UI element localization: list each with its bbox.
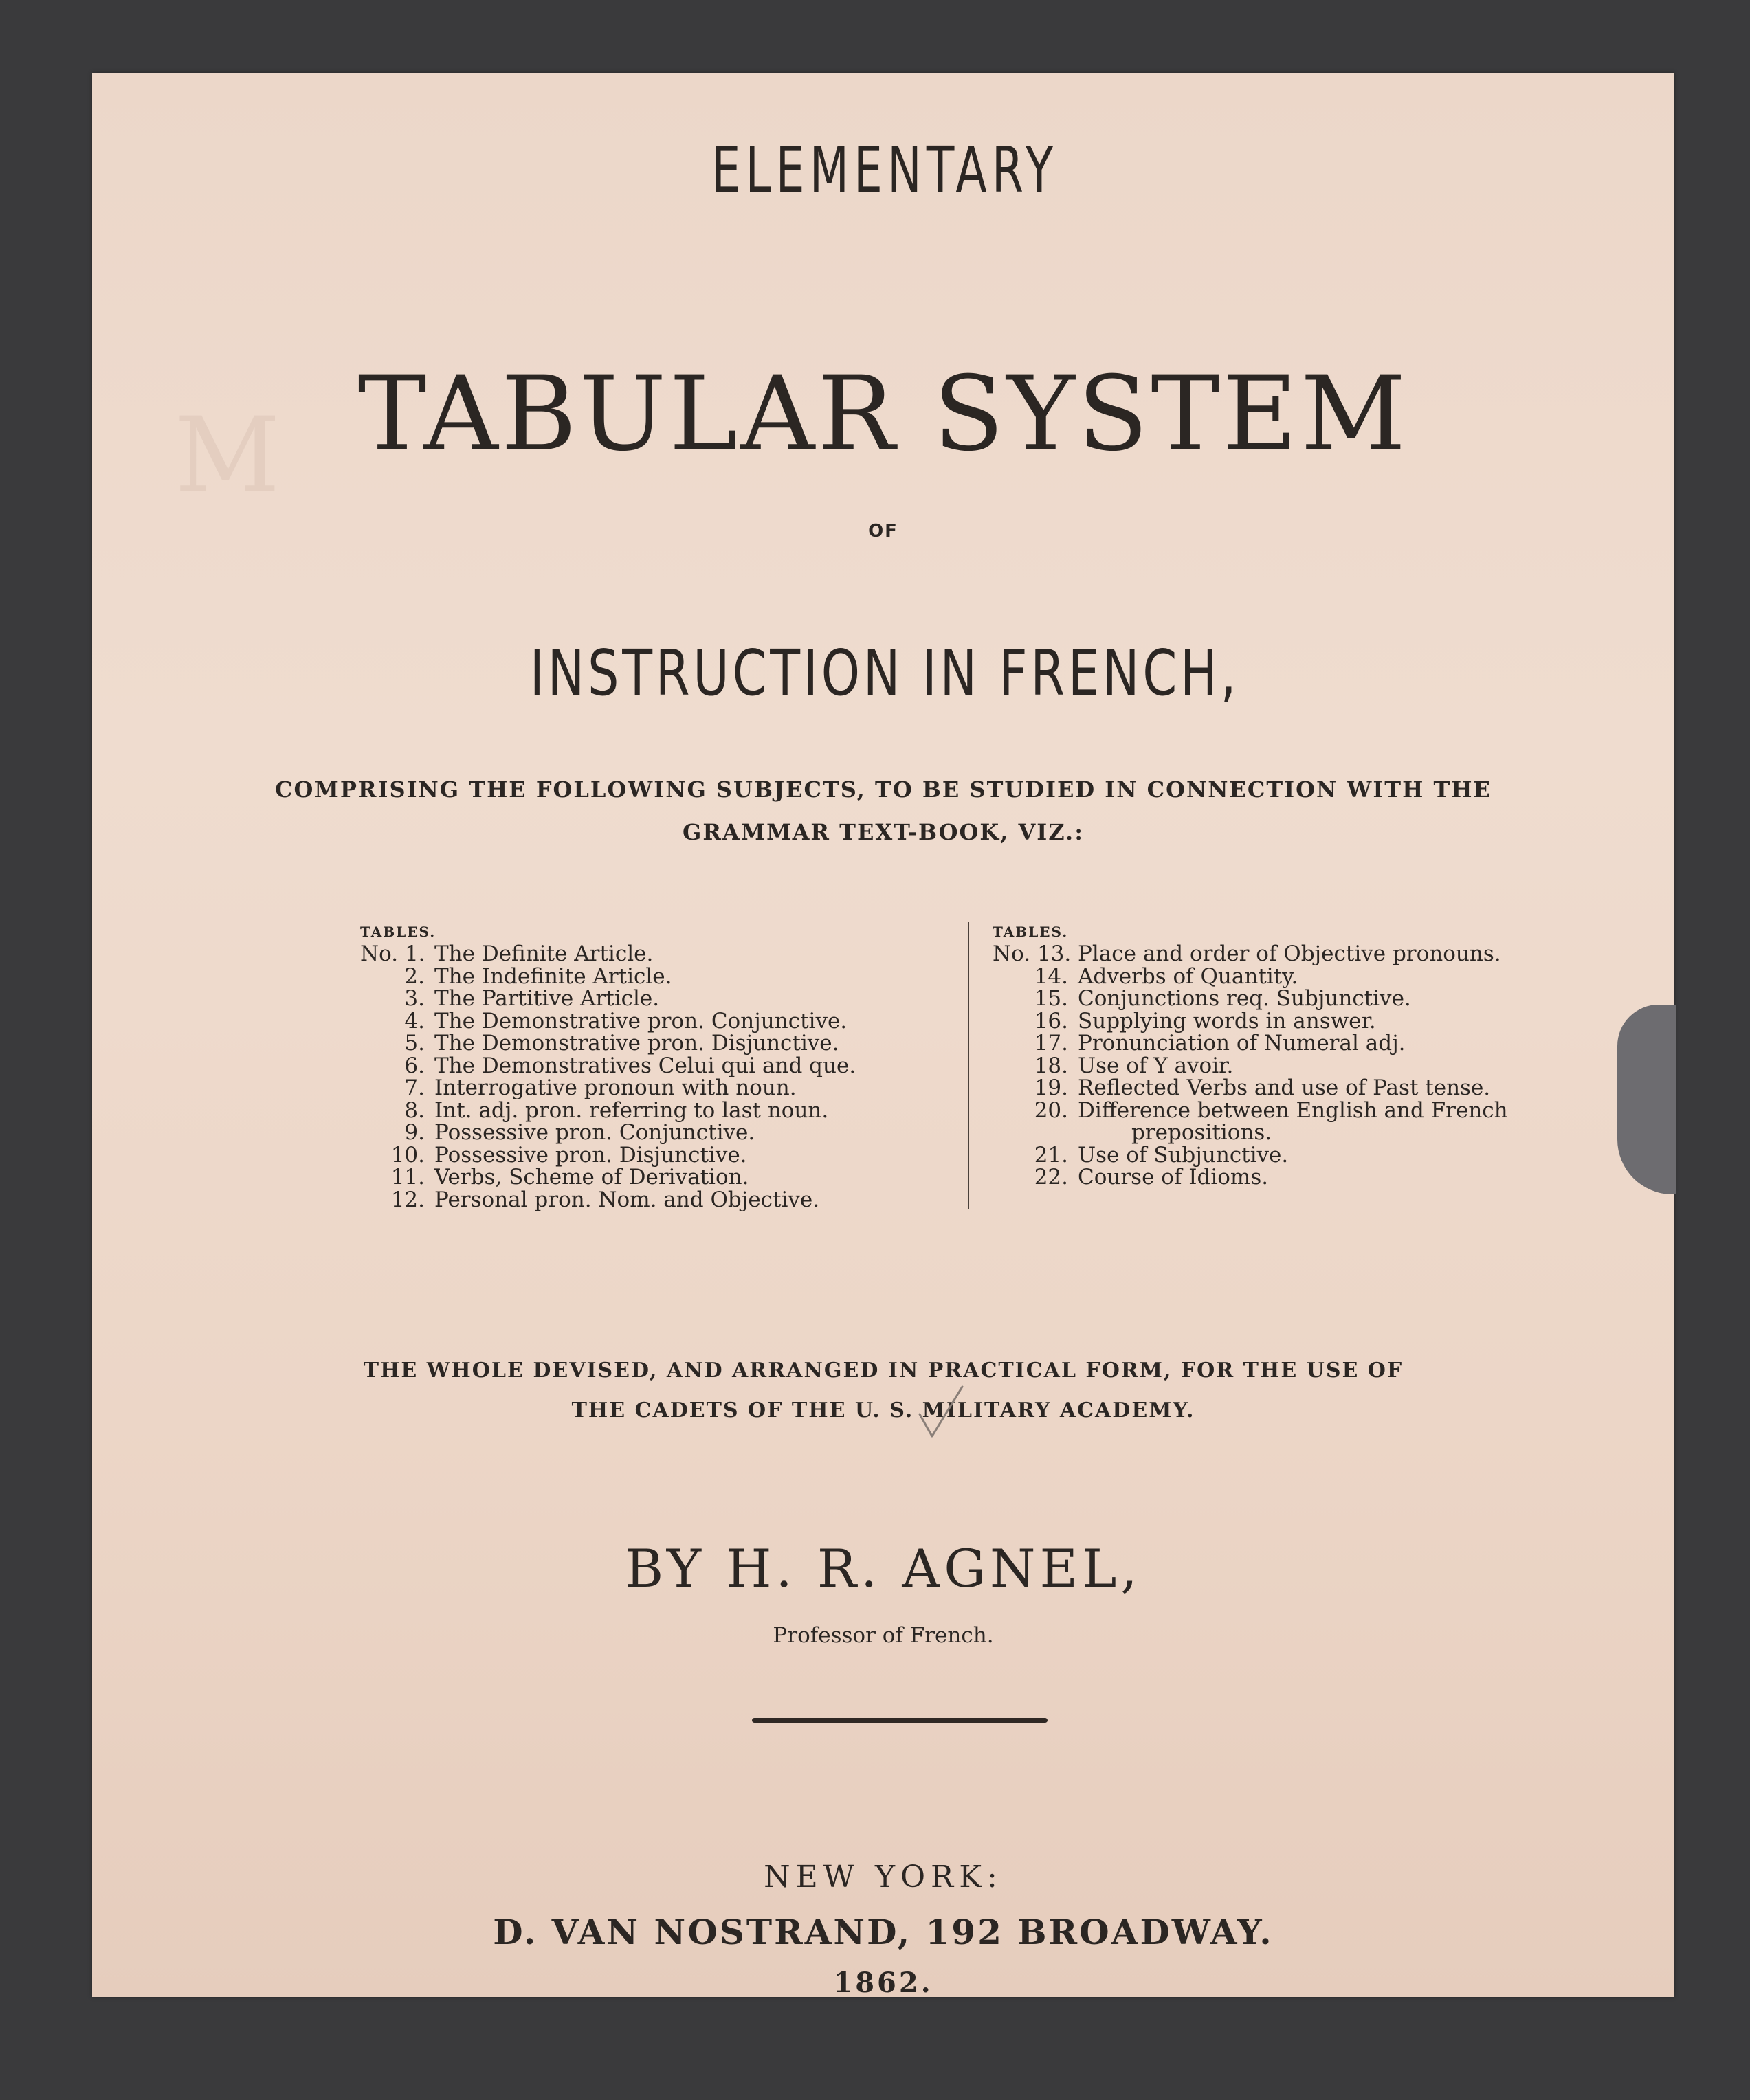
table-title: Interrogative pronoun with noun. (434, 1075, 797, 1100)
table-number: 6. (404, 1053, 425, 1078)
table-item (993, 943, 1529, 965)
table-item (360, 1189, 889, 1211)
table-title: Conjunctions req. Subjunctive. (1078, 986, 1411, 1011)
table-title: The Partitive Article. (434, 986, 660, 1011)
pencil-check-mark (917, 1384, 965, 1439)
title-instruction-in-french: INSTRUCTION IN FRENCH, (529, 636, 1240, 710)
table-item (360, 1010, 889, 1033)
table-item (360, 1055, 889, 1077)
title-of: OF (868, 521, 898, 541)
author-name: BY H. R. AGNEL, (625, 1538, 1142, 1599)
table-item (360, 943, 889, 965)
table-title: prepositions. (1131, 1120, 1272, 1145)
imprint-publisher: D. VAN NOSTRAND, 192 BROADWAY. (493, 1912, 1274, 1952)
table-item (360, 1077, 889, 1099)
table-title: Place and order of Objective pronouns. (1078, 941, 1501, 966)
tables-header-left: TABLES. (360, 924, 436, 940)
bleed-through-text: M (175, 396, 280, 515)
table-title: Adverbs of Quantity. (1078, 963, 1298, 989)
table-title: The Demonstrative pron. Disjunctive. (434, 1031, 839, 1055)
tables-header-right: TABLES. (993, 924, 1069, 940)
table-number: 19. (1034, 1075, 1068, 1100)
table-title: The Definite Article. (434, 941, 654, 966)
tables-list (360, 921, 1515, 1223)
column-divider (968, 922, 969, 1209)
table-item (993, 1166, 1529, 1189)
table-title: Int. adj. pron. referring to last noun. (434, 1097, 829, 1123)
table-title: Possessive pron. Conjunctive. (434, 1120, 755, 1145)
table-number: 10. (390, 1142, 425, 1168)
table-item (993, 987, 1529, 1010)
devised-line-2: THE CADETS OF THE U. S. MILITARY ACADEMY. (571, 1398, 1195, 1422)
devised-statement (92, 1351, 1674, 1431)
comprising-line-1: COMPRISING THE FOLLOWING SUBJECTS, TO BE STUDIED IN CONNECTION WITH THE (275, 777, 1492, 803)
author-role: Professor of French. (773, 1623, 994, 1648)
paper-tear (1617, 1005, 1676, 1194)
table-title: Pronunciation of Numeral adj. (1078, 1031, 1406, 1055)
table-item (360, 1121, 889, 1144)
table-number: 9. (404, 1120, 425, 1145)
table-title: Personal pron. Nom. and Objective. (434, 1187, 820, 1212)
table-number: 11. (390, 1165, 425, 1189)
table-number: 15. (1034, 986, 1068, 1011)
table-number: 22. (1034, 1165, 1068, 1189)
table-item (360, 1144, 889, 1167)
table-item (993, 1144, 1529, 1167)
table-item (360, 1166, 889, 1189)
table-number: 14. (1034, 963, 1068, 989)
title-page (92, 73, 1674, 1997)
tables-column-right (993, 921, 1529, 1189)
table-title: Course of Idioms. (1078, 1165, 1269, 1189)
imprint-year: 1862. (833, 1967, 933, 1999)
table-number: 21. (1034, 1142, 1068, 1168)
table-item (360, 987, 889, 1010)
table-number: 17. (1034, 1031, 1068, 1055)
table-item (993, 1099, 1529, 1122)
table-number: 4. (404, 1008, 425, 1034)
table-number: 18. (1034, 1053, 1068, 1078)
table-item (360, 965, 889, 988)
table-item (993, 1055, 1529, 1077)
tables-column-left (360, 921, 889, 1211)
table-title: The Demonstrative pron. Conjunctive. (434, 1008, 848, 1034)
table-title: Use of Subjunctive. (1078, 1142, 1289, 1168)
table-number: No. 13. (993, 941, 1072, 966)
title-tabular-system: TABULAR SYSTEM (357, 355, 1409, 474)
table-number: 8. (404, 1097, 425, 1123)
decorative-rule (752, 1718, 1048, 1723)
table-title: Use of Y avoir. (1078, 1053, 1234, 1078)
table-title: The Indefinite Article. (434, 963, 672, 989)
comprising-statement (92, 768, 1674, 853)
table-title: Difference between English and French (1078, 1097, 1508, 1123)
table-item (993, 1077, 1529, 1099)
table-item (360, 1099, 889, 1122)
table-number: 7. (404, 1075, 425, 1100)
comprising-line-2: GRAMMAR TEXT-BOOK, VIZ.: (682, 819, 1084, 845)
table-number: No. 1. (360, 941, 425, 966)
table-number: 5. (404, 1031, 425, 1055)
table-number: 16. (1034, 1008, 1068, 1034)
table-number (993, 1121, 1078, 1144)
table-number: 12. (390, 1187, 425, 1212)
table-number: 2. (404, 963, 425, 989)
table-title: Verbs, Scheme of Derivation. (434, 1165, 749, 1189)
table-title: Possessive pron. Disjunctive. (434, 1142, 747, 1168)
table-item-continuation (993, 1121, 1529, 1144)
table-item (993, 965, 1529, 988)
title-elementary: ELEMENTARY (711, 133, 1059, 207)
table-title: Reflected Verbs and use of Past tense. (1078, 1075, 1491, 1100)
table-number: 20. (1034, 1097, 1068, 1123)
table-title: Supplying words in answer. (1078, 1008, 1376, 1034)
devised-line-1: THE WHOLE DEVISED, AND ARRANGED IN PRACTICAL FORM, FOR THE USE OF (363, 1359, 1404, 1383)
table-item (360, 1032, 889, 1055)
table-item (993, 1032, 1529, 1055)
table-item (993, 1010, 1529, 1033)
table-number: 3. (404, 986, 425, 1011)
imprint-city: NEW YORK: (764, 1859, 1003, 1895)
table-title: The Demonstratives Celui qui and que. (434, 1053, 856, 1078)
